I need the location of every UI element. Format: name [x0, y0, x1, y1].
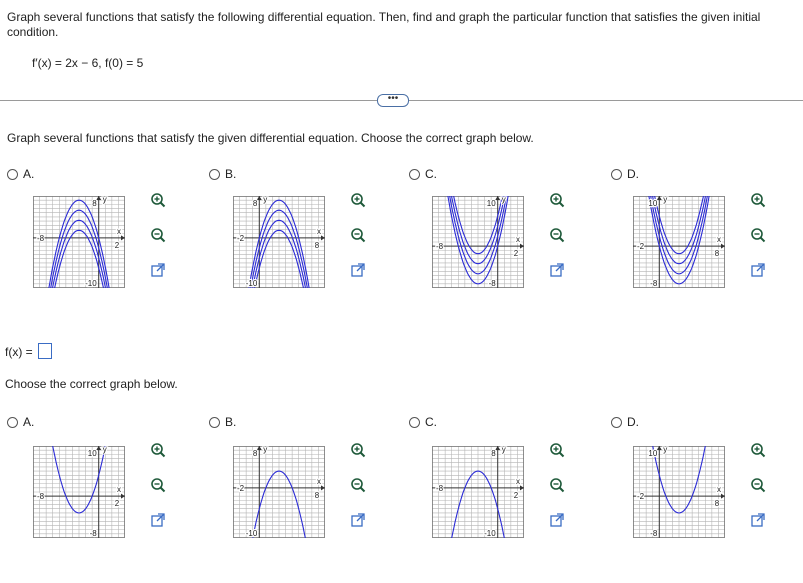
zoom-in-icon[interactable] — [350, 192, 366, 208]
option-label: B. — [225, 167, 237, 181]
part1-question: Graph several functions that satisfy the given differential equation. Choose the correct graph below. — [7, 131, 534, 145]
y-bottom-label: -8 — [650, 529, 658, 538]
radio-icon[interactable] — [7, 169, 18, 180]
x-max-label: 8 — [714, 249, 720, 259]
radio-icon[interactable] — [611, 417, 622, 428]
open-new-window-icon[interactable] — [549, 512, 565, 528]
graph-svg — [432, 196, 524, 288]
open-new-window-icon[interactable] — [750, 512, 766, 528]
part2-option-b[interactable] — [209, 415, 236, 429]
x-axis-label: x — [317, 476, 321, 486]
part1-graph-a — [33, 196, 125, 288]
part2-graph-a — [33, 446, 125, 538]
graph-tools — [350, 442, 366, 528]
x-axis-label: x — [717, 235, 721, 245]
radio-icon[interactable] — [409, 169, 420, 180]
x-axis-label: x — [117, 485, 121, 495]
y-bottom-label: -10 — [85, 279, 97, 288]
x-min-label: -8 — [436, 242, 444, 252]
y-top-label: 10 — [486, 199, 496, 208]
x-max-label: 2 — [513, 490, 519, 500]
radio-icon[interactable] — [409, 417, 420, 428]
x-max-label: 8 — [314, 240, 320, 250]
x-min-label: -2 — [237, 233, 245, 243]
x-min-label: -8 — [37, 233, 45, 243]
open-new-window-icon[interactable] — [350, 512, 366, 528]
x-min-label: -2 — [637, 242, 645, 252]
graph-tools — [750, 192, 766, 278]
option-label: A. — [23, 415, 35, 429]
option-label: D. — [627, 415, 639, 429]
y-bottom-label: -10 — [484, 529, 496, 538]
differential-equation: f′(x) = 2x − 6, f(0) = 5 — [32, 56, 144, 70]
radio-icon[interactable] — [7, 417, 18, 428]
y-bottom-label: -8 — [650, 279, 658, 288]
expand-more-button[interactable]: ••• — [377, 94, 409, 107]
part1-graph-d — [633, 196, 725, 288]
option-label: C. — [425, 415, 437, 429]
y-top-label: 8 — [252, 199, 258, 208]
part1-option-c[interactable] — [409, 167, 437, 181]
option-label: D. — [627, 167, 639, 181]
y-axis-label: y — [263, 446, 268, 454]
y-top-label: 8 — [92, 199, 97, 208]
zoom-out-icon[interactable] — [750, 477, 766, 493]
graph-svg — [233, 196, 325, 288]
zoom-in-icon[interactable] — [750, 442, 766, 458]
y-axis-label: y — [501, 446, 506, 454]
answer-input[interactable] — [38, 343, 52, 359]
part2-option-a[interactable] — [7, 415, 34, 429]
grid — [432, 446, 524, 538]
graph-tools — [350, 192, 366, 278]
y-top-label: 10 — [87, 449, 97, 458]
part2-graph-b — [233, 446, 325, 538]
zoom-out-icon[interactable] — [150, 477, 166, 493]
part1-graph-c — [432, 196, 524, 288]
graph-svg — [33, 196, 125, 288]
x-axis-label: x — [317, 226, 321, 236]
open-new-window-icon[interactable] — [150, 262, 166, 278]
radio-icon[interactable] — [611, 169, 622, 180]
zoom-in-icon[interactable] — [549, 192, 565, 208]
part2-graph-c — [432, 446, 524, 538]
option-label: C. — [425, 167, 437, 181]
part2-option-c[interactable] — [409, 415, 437, 429]
y-top-label: 8 — [252, 449, 258, 458]
part2-option-d[interactable] — [611, 415, 639, 429]
y-axis-label: y — [663, 446, 668, 454]
x-axis-label: x — [516, 476, 520, 486]
y-axis-label: y — [501, 196, 506, 204]
part2-question: Choose the correct graph below. — [5, 377, 178, 391]
zoom-out-icon[interactable] — [350, 477, 366, 493]
y-axis-label: y — [102, 446, 107, 454]
graph-svg — [633, 196, 725, 288]
graph-svg — [33, 446, 125, 538]
part1-option-d[interactable] — [611, 167, 639, 181]
option-label: B. — [225, 415, 237, 429]
graph-tools — [150, 442, 166, 528]
y-top-label: 10 — [648, 449, 658, 458]
grid — [233, 446, 325, 538]
zoom-out-icon[interactable] — [549, 227, 565, 243]
radio-icon[interactable] — [209, 417, 220, 428]
zoom-in-icon[interactable] — [750, 192, 766, 208]
x-axis-label: x — [117, 226, 121, 236]
graph-tools — [750, 442, 766, 528]
part1-option-b[interactable] — [209, 167, 236, 181]
zoom-out-icon[interactable] — [150, 227, 166, 243]
x-min-label: -8 — [37, 492, 45, 502]
part2-graph-d — [633, 446, 725, 538]
x-max-label: 2 — [114, 240, 120, 250]
answer-label: f(x) = — [5, 345, 33, 359]
grid — [633, 446, 725, 538]
x-axis-label: x — [717, 485, 721, 495]
zoom-in-icon[interactable] — [549, 442, 565, 458]
y-top-label: 8 — [491, 449, 496, 458]
graph-tools — [549, 192, 565, 278]
open-new-window-icon[interactable] — [350, 262, 366, 278]
y-bottom-label: -10 — [245, 529, 258, 538]
part1-graph-b — [233, 196, 325, 288]
zoom-out-icon[interactable] — [750, 227, 766, 243]
y-bottom-label: -8 — [89, 529, 97, 538]
graph-tools — [549, 442, 565, 528]
zoom-in-icon[interactable] — [350, 442, 366, 458]
x-max-label: 8 — [714, 499, 720, 509]
graph-tools — [150, 192, 166, 278]
zoom-out-icon[interactable] — [350, 227, 366, 243]
graph-svg — [633, 446, 725, 538]
y-bottom-label: -10 — [245, 279, 258, 288]
graph-svg — [233, 446, 325, 538]
y-bottom-label: -8 — [488, 279, 496, 288]
zoom-in-icon[interactable] — [150, 192, 166, 208]
y-axis-label: y — [263, 196, 268, 204]
x-min-label: -2 — [237, 483, 245, 493]
open-new-window-icon[interactable] — [750, 262, 766, 278]
open-new-window-icon[interactable] — [150, 512, 166, 528]
grid — [33, 446, 125, 538]
problem-intro: Graph several functions that satisfy the following differential equation. Then, find and graph the particular function that satisfies the given initial condition. — [7, 10, 761, 39]
x-max-label: 2 — [513, 249, 519, 259]
x-min-label: -2 — [637, 492, 645, 502]
open-new-window-icon[interactable] — [549, 262, 565, 278]
radio-icon[interactable] — [209, 169, 220, 180]
zoom-out-icon[interactable] — [549, 477, 565, 493]
zoom-in-icon[interactable] — [150, 442, 166, 458]
y-axis-label: y — [102, 196, 107, 204]
x-min-label: -8 — [436, 483, 444, 493]
y-axis-label: y — [663, 196, 668, 204]
x-max-label: 8 — [314, 490, 320, 500]
part1-option-a[interactable] — [7, 167, 34, 181]
option-label: A. — [23, 167, 35, 181]
x-axis-label: x — [516, 235, 520, 245]
graph-svg — [432, 446, 524, 538]
y-top-label: 10 — [648, 199, 658, 208]
x-max-label: 2 — [114, 499, 120, 509]
